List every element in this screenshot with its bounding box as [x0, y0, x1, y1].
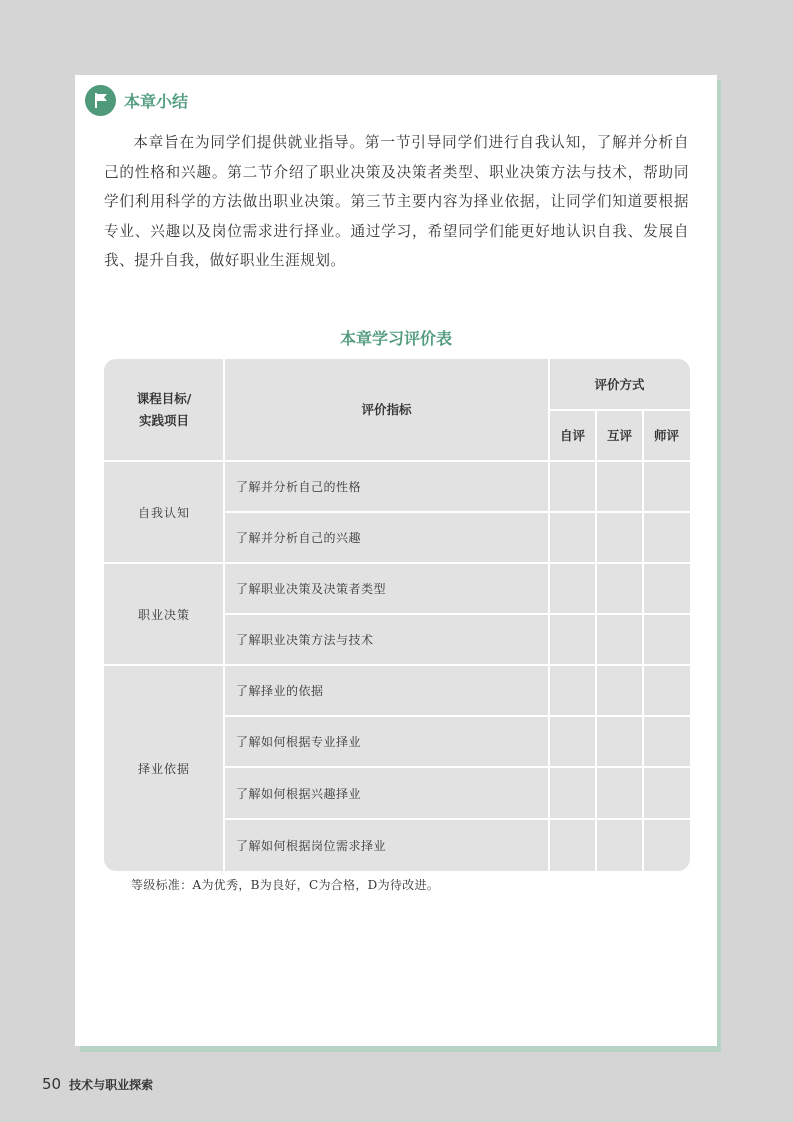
group-self-awareness: 自我认知 [137, 505, 190, 520]
header-method: 评价方式 [594, 376, 645, 392]
grid-line [223, 613, 690, 615]
flag-icon [85, 85, 116, 116]
grid-line [223, 511, 690, 513]
header-goal-line2: 实践项目 [138, 413, 189, 428]
group-career-basis: 择业依据 [137, 761, 190, 776]
header-indicator: 评价指标 [361, 402, 412, 417]
page-footer [42, 1075, 153, 1093]
header-teacher: 师评 [653, 427, 679, 443]
indicator-row: 了解职业决策方法与技术 [236, 633, 374, 647]
indicator-row: 了解并分析自己的性格 [236, 480, 362, 494]
indicator-row: 了解并分析自己的兴趣 [236, 531, 362, 545]
indicator-row: 了解如何根据岗位需求择业 [236, 838, 387, 853]
page [75, 75, 717, 1046]
group-career-decision: 职业决策 [137, 607, 190, 622]
book-title: 技术与职业探索 [69, 1078, 154, 1092]
table-title: 本章学习评价表 [339, 329, 452, 348]
grid-line [223, 818, 690, 820]
grid-line [548, 409, 690, 411]
summary-title: 本章小结 [124, 91, 189, 111]
header-goal [104, 359, 224, 461]
indicator-row: 了解职业决策及决策者类型 [236, 582, 387, 596]
summary-header [85, 84, 188, 116]
grid-line [104, 562, 690, 564]
evaluation-table [104, 359, 690, 871]
grid-line [595, 409, 597, 871]
indicator-row: 了解如何根据兴趣择业 [236, 786, 362, 801]
grid-line [642, 409, 644, 871]
header-self: 自评 [559, 427, 585, 443]
header-peer: 互评 [606, 427, 632, 443]
header-goal-line1: 课程目标/ [136, 391, 192, 406]
grid-line [223, 359, 225, 871]
grid-line [223, 766, 690, 768]
grid-line [223, 715, 690, 717]
indicator-row: 了解如何根据专业择业 [236, 735, 362, 749]
summary-paragraph: 本章旨在为同学们提供就业指导。第一节引导同学们进行自我认知，了解并分析自己的性格和兴趣。第二节介绍了职业决策及决策者类型、职业决策方法与技术，帮助同学们利用科学的方法做出职业决策。第三节主要内容为择业依据，让同学们知道要根据专业、兴趣以及岗位需求进行择业。通过学习，希望同学们能更好地认识自我、发展自我、提升自我，做好职业生涯规划。 [104, 134, 689, 270]
indicator-row: 了解择业的依据 [236, 684, 324, 698]
grid-line [104, 664, 690, 666]
grid-line [548, 359, 550, 871]
grid-line [104, 460, 690, 462]
page-number: 50 [42, 1075, 62, 1093]
grading-footnote: 等级标准：A为优秀，B为良好，C为合格，D为待改进。 [131, 878, 440, 892]
